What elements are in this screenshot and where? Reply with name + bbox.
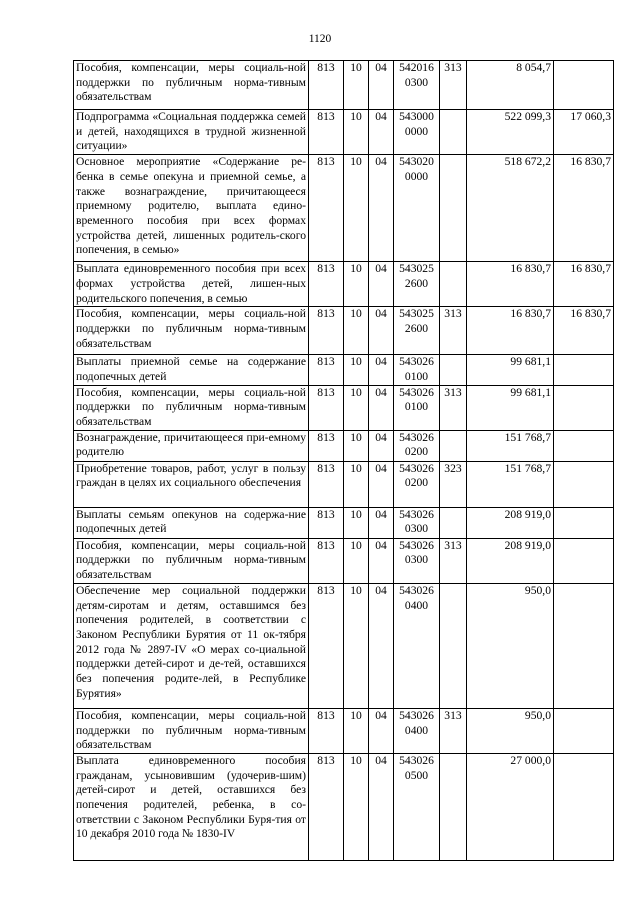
amount-total: 16 830,7 — [467, 262, 554, 307]
expense-type-code — [440, 430, 467, 461]
expense-type-code: 313 — [440, 538, 467, 583]
table-row — [74, 708, 614, 753]
ministry-code: 813 — [309, 155, 344, 262]
amount-federal — [554, 708, 614, 753]
ministry-code: 813 — [309, 262, 344, 307]
target-article-code: 543025 2600 — [394, 262, 440, 307]
section-code: 10 — [344, 461, 369, 507]
table-row — [74, 355, 614, 385]
target-article-code: 543026 0100 — [394, 355, 440, 385]
expense-type-code — [440, 155, 467, 262]
amount-federal — [554, 461, 614, 507]
section-code: 10 — [344, 61, 369, 110]
row-description: Выплаты семьям опекунов на содержа-ние подопечных детей — [74, 507, 309, 538]
subsection-code: 04 — [369, 507, 394, 538]
row-description: Выплата единовременного пособия гражданам, усыновившим (удочерив-шим) детей-сирот и детей, оставшихся без попечения родителей, ребенка, в со-ответствии с Законом Республики Буря-тия от 10 декабря 2010 года № 1830-IV — [74, 753, 309, 860]
subsection-code: 04 — [369, 461, 394, 507]
table-row — [74, 385, 614, 430]
subsection-code: 04 — [369, 307, 394, 355]
amount-total: 27 000,0 — [467, 753, 554, 860]
table-row — [74, 583, 614, 708]
amount-federal — [554, 430, 614, 461]
amount-total: 518 672,2 — [467, 155, 554, 262]
amount-total: 950,0 — [467, 583, 554, 708]
amount-total: 522 099,3 — [467, 110, 554, 155]
ministry-code: 813 — [309, 753, 344, 860]
amount-federal — [554, 507, 614, 538]
target-article-code: 543026 0400 — [394, 583, 440, 708]
target-article-code: 543026 0500 — [394, 753, 440, 860]
amount-total: 950,0 — [467, 708, 554, 753]
subsection-code: 04 — [369, 155, 394, 262]
section-code: 10 — [344, 538, 369, 583]
row-description: Обеспечение мер социальной поддержки детям-сиротам и детям, оставшимся без попечения родителей, в соответствии с Законом Республики Бурятия от 11 ок-тября 2012 года № 2897-IV «О мерах со-циальной поддержки детей-сирот и де-тей, оставшихся без попечения родите-лей, в Республике Бурятия» — [74, 583, 309, 708]
section-code: 10 — [344, 430, 369, 461]
target-article-code: 543020 0000 — [394, 155, 440, 262]
amount-total: 208 919,0 — [467, 538, 554, 583]
ministry-code: 813 — [309, 355, 344, 385]
ministry-code: 813 — [309, 583, 344, 708]
amount-federal — [554, 753, 614, 860]
ministry-code: 813 — [309, 110, 344, 155]
row-description: Пособия, компенсации, меры социаль-ной поддержки по публичным норма-тивным обязательствам — [74, 61, 309, 110]
row-description: Пособия, компенсации, меры социаль-ной поддержки по публичным норма-тивным обязательствам — [74, 538, 309, 583]
expense-type-code — [440, 753, 467, 860]
expense-type-code — [440, 110, 467, 155]
amount-federal — [554, 583, 614, 708]
subsection-code: 04 — [369, 355, 394, 385]
subsection-code: 04 — [369, 262, 394, 307]
amount-federal: 17 060,3 — [554, 110, 614, 155]
section-code: 10 — [344, 307, 369, 355]
amount-federal: 16 830,7 — [554, 262, 614, 307]
expense-type-code: 323 — [440, 461, 467, 507]
row-description: Пособия, компенсации, меры социаль-ной поддержки по публичным норма-тивным обязательствам — [74, 385, 309, 430]
target-article-code: 542016 0300 — [394, 61, 440, 110]
amount-federal — [554, 385, 614, 430]
ministry-code: 813 — [309, 461, 344, 507]
ministry-code: 813 — [309, 385, 344, 430]
section-code: 10 — [344, 507, 369, 538]
ministry-code: 813 — [309, 61, 344, 110]
table-row — [74, 155, 614, 262]
target-article-code: 543026 0400 — [394, 708, 440, 753]
subsection-code: 04 — [369, 385, 394, 430]
table-row — [74, 538, 614, 583]
amount-total: 99 681,1 — [467, 355, 554, 385]
target-article-code: 543026 0100 — [394, 385, 440, 430]
subsection-code: 04 — [369, 753, 394, 860]
table-row — [74, 110, 614, 155]
row-description: Пособия, компенсации, меры социаль-ной поддержки по публичным норма-тивным обязательствам — [74, 708, 309, 753]
amount-total: 8 054,7 — [467, 61, 554, 110]
expense-type-code: 313 — [440, 61, 467, 110]
amount-total: 151 768,7 — [467, 461, 554, 507]
subsection-code: 04 — [369, 61, 394, 110]
row-description: Выплаты приемной семье на содержание подопечных детей — [74, 355, 309, 385]
amount-federal: 16 830,7 — [554, 155, 614, 262]
row-description: Основное мероприятие «Содержание ре-бенка в семье опекуна и приемной семье, а также вознаграждение, причитающееся приемному родителю, выплата едино-временного пособия при всех формах устройства детей, лишенных родитель-ского попечения, в семью» — [74, 155, 309, 262]
table-row — [74, 262, 614, 307]
expense-type-code: 313 — [440, 307, 467, 355]
row-description: Вознаграждение, причитающееся при-емному родителю — [74, 430, 309, 461]
subsection-code: 04 — [369, 708, 394, 753]
expense-type-code — [440, 507, 467, 538]
target-article-code: 543026 0200 — [394, 461, 440, 507]
ministry-code: 813 — [309, 538, 344, 583]
expense-type-code — [440, 355, 467, 385]
target-article-code: 543000 0000 — [394, 110, 440, 155]
table-row — [74, 430, 614, 461]
subsection-code: 04 — [369, 538, 394, 583]
ministry-code: 813 — [309, 430, 344, 461]
section-code: 10 — [344, 355, 369, 385]
table-row — [74, 307, 614, 355]
section-code: 10 — [344, 753, 369, 860]
row-description: Приобретение товаров, работ, услуг в пользу граждан в целях их социального обеспечения — [74, 461, 309, 507]
target-article-code: 543026 0200 — [394, 430, 440, 461]
table-row — [74, 507, 614, 538]
target-article-code: 543026 0300 — [394, 538, 440, 583]
expense-type-code — [440, 262, 467, 307]
section-code: 10 — [344, 110, 369, 155]
subsection-code: 04 — [369, 110, 394, 155]
amount-total: 208 919,0 — [467, 507, 554, 538]
expense-type-code — [440, 583, 467, 708]
ministry-code: 813 — [309, 708, 344, 753]
section-code: 10 — [344, 385, 369, 430]
table-row — [74, 753, 614, 860]
amount-federal — [554, 538, 614, 583]
row-description: Подпрограмма «Социальная поддержка семей и детей, находящихся в трудной жизненной ситуации» — [74, 110, 309, 155]
amount-federal — [554, 61, 614, 110]
amount-total: 16 830,7 — [467, 307, 554, 355]
table-row — [74, 61, 614, 110]
expense-type-code: 313 — [440, 385, 467, 430]
row-description: Пособия, компенсации, меры социаль-ной поддержки по публичным норма-тивным обязательствам — [74, 307, 309, 355]
budget-table — [73, 60, 614, 861]
expense-type-code: 313 — [440, 708, 467, 753]
target-article-code: 543025 2600 — [394, 307, 440, 355]
section-code: 10 — [344, 262, 369, 307]
amount-federal — [554, 355, 614, 385]
section-code: 10 — [344, 583, 369, 708]
ministry-code: 813 — [309, 307, 344, 355]
amount-total: 151 768,7 — [467, 430, 554, 461]
amount-total: 99 681,1 — [467, 385, 554, 430]
target-article-code: 543026 0300 — [394, 507, 440, 538]
ministry-code: 813 — [309, 507, 344, 538]
subsection-code: 04 — [369, 430, 394, 461]
amount-federal: 16 830,7 — [554, 307, 614, 355]
subsection-code: 04 — [369, 583, 394, 708]
table-row — [74, 461, 614, 507]
section-code: 10 — [344, 708, 369, 753]
section-code: 10 — [344, 155, 369, 262]
row-description: Выплата единовременного пособия при всех формах устройства детей, лишен-ных родительского попечения, в семью — [74, 262, 309, 307]
page-number: 1120 — [308, 33, 332, 45]
